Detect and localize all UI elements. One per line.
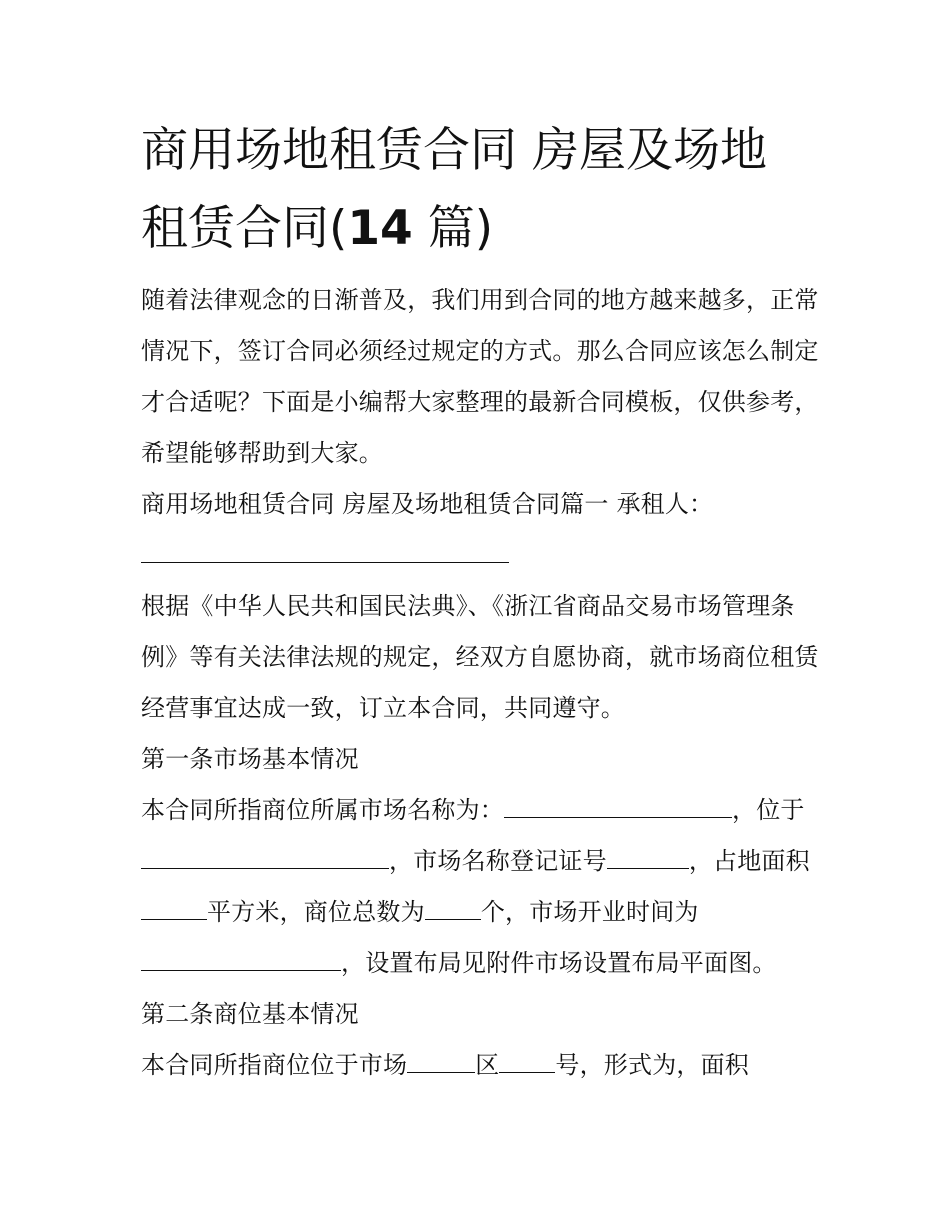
document-body: [141, 275, 821, 1091]
document-title: [141, 112, 821, 268]
title-line-2a: 租赁合同(: [141, 201, 348, 256]
section-heading: 商用场地租赁合同 房屋及场地租赁合同篇一 承租人：: [141, 490, 714, 518]
title-line-1: 商用场地租赁合同 房屋及场地: [141, 123, 767, 178]
article-1-paragraph: 本合同所指商位所属市场名称为： ，位于，市场名称登记证号 ，占地面积平方米，商位总数为 个，市场开业时间为，设置布局见附件市场设置布局平面图。: [141, 796, 810, 977]
title-count: 14: [347, 201, 413, 256]
article-2-title: 第二条商位基本情况: [141, 1000, 359, 1028]
basis-paragraph: 根据《中华人民共和国民法典》、《浙江省商品交易市场管理条例》等有关法律法规的规定，经双方自愿协商，就市场商位租赁经营事宜达成一致，订立本合同，共同遵守。: [141, 592, 819, 722]
article-1-title: 第一条市场基本情况: [141, 745, 359, 773]
intro-paragraph: 随着法律观念的日渐普及，我们用到合同的地方越来越多，正常情况下，签订合同必须经过规定的方式。那么合同应该怎么制定才合适呢？下面是小编帮大家整理的最新合同模板，仅供参考，希望能够帮助到大家。: [141, 286, 819, 467]
title-line-2b: 篇): [412, 201, 494, 256]
tenant-blank-line: [141, 530, 821, 581]
article-2-paragraph: 本合同所指商位位于市场 区 号，形式为，面积: [141, 1051, 750, 1079]
